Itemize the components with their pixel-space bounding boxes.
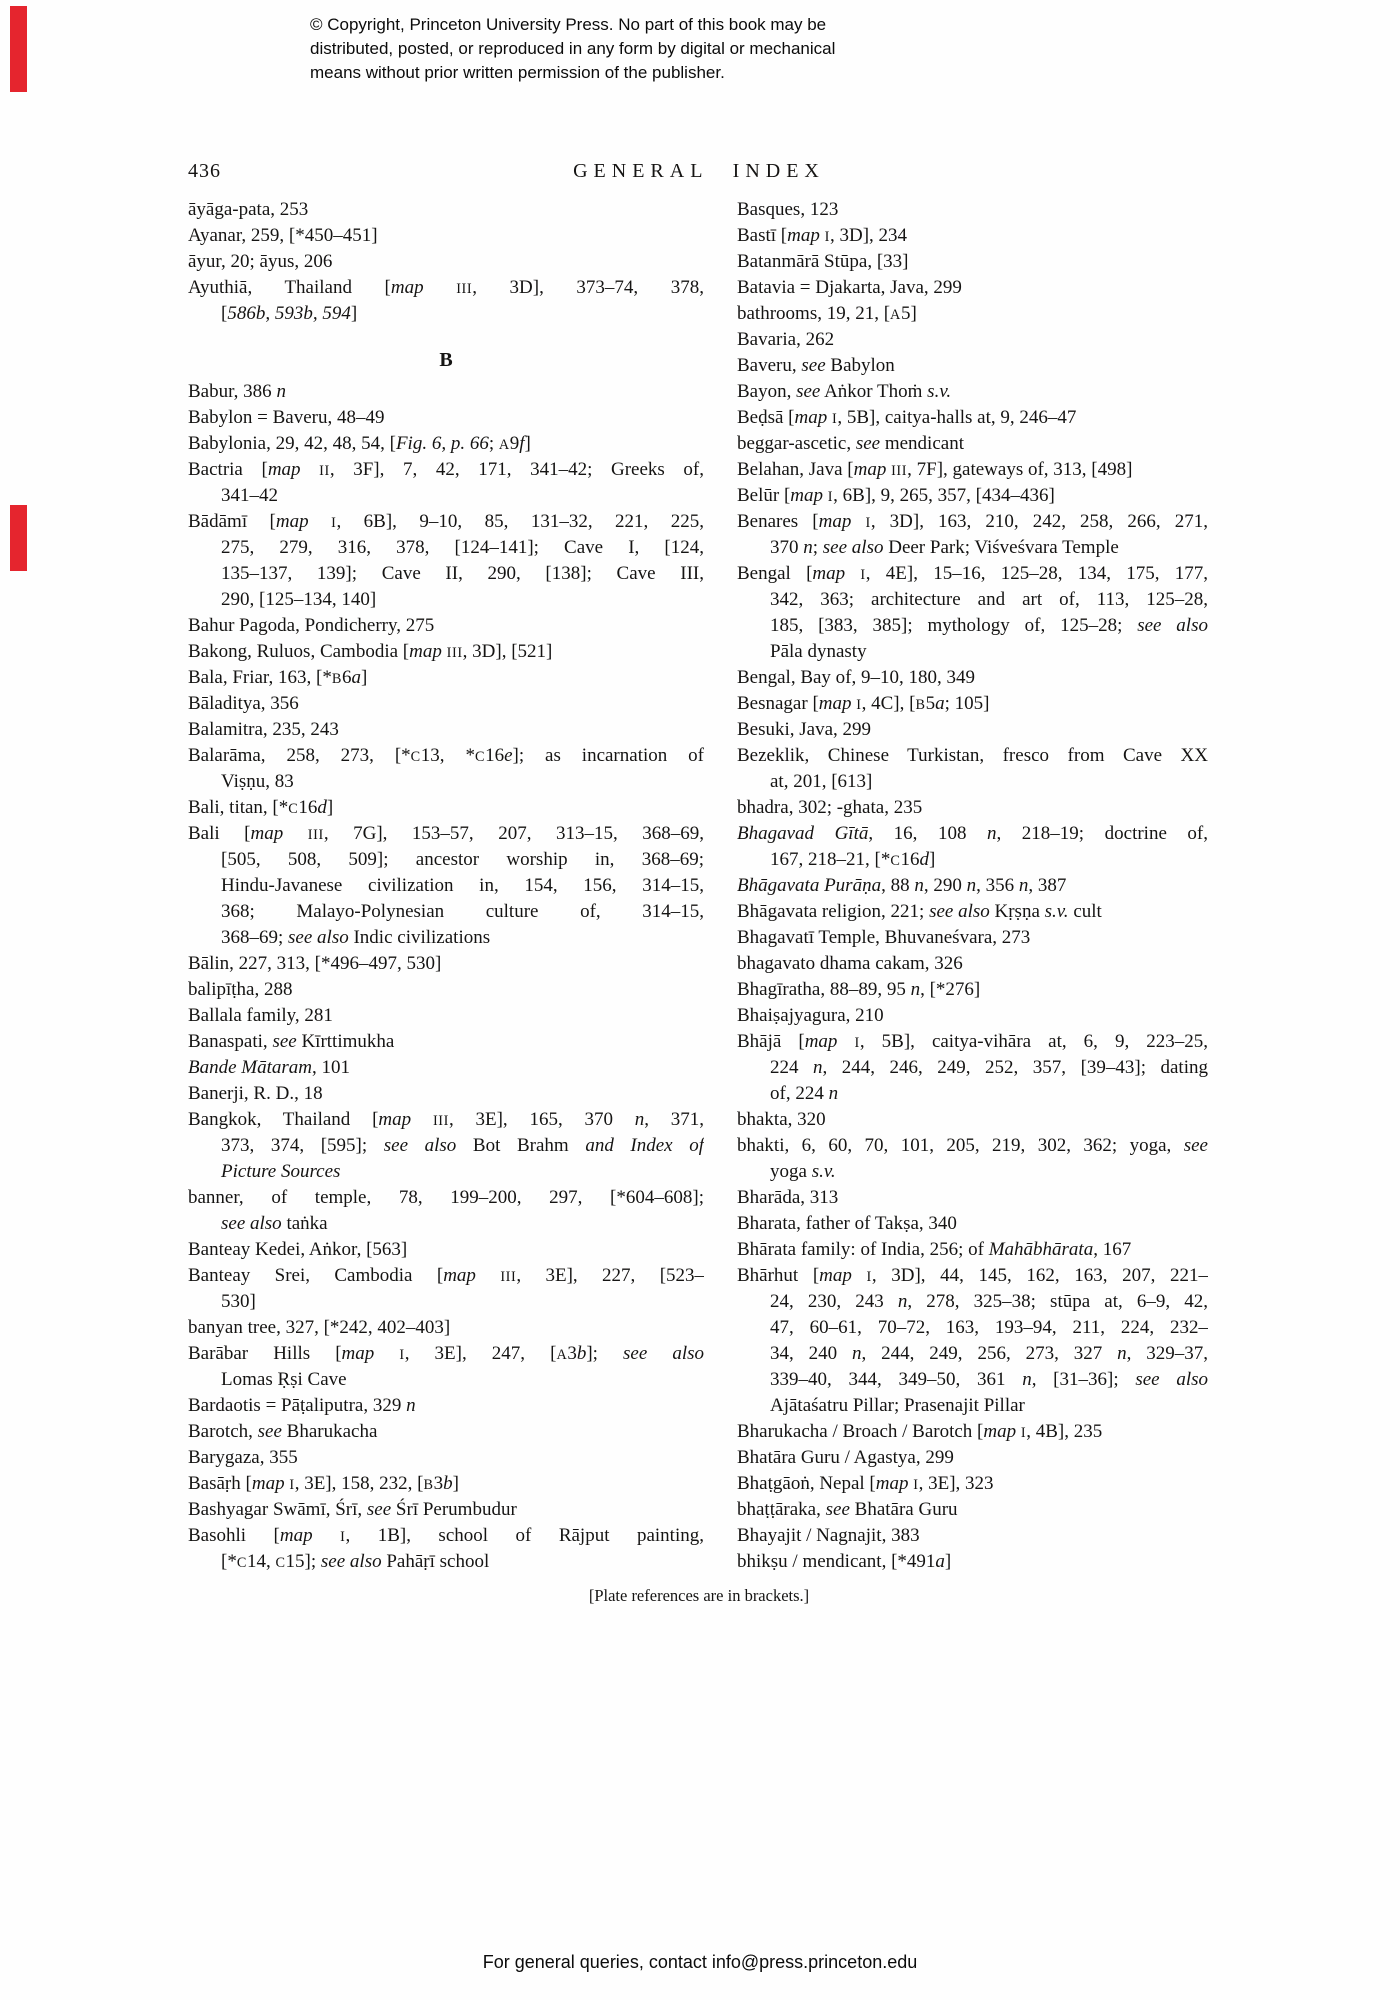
index-line: Bharāda, 313 [737,1187,839,1208]
index-line: Besnagar [map I, 4C], [B5a; 105] [737,693,990,714]
index-line: 167, 218–21, [*C16d] [770,849,936,870]
index-line: 341–42 [221,485,278,506]
index-line: balipīṭha, 288 [188,979,293,1000]
footer-contact-line: For general queries, contact info@press.princeton.edu [482,1952,918,1972]
index-line: [505, 508, 509]; ancestor worship in, 368–69; [221,849,704,870]
index-line: 275, 279, 316, 378, [124–141]; Cave I, [124, [221,537,704,558]
index-line: 24, 230, 243 n, 278, 325–38; stūpa at, 6–9, 42, [770,1291,1208,1312]
index-line: bhagavato dhama cakam, 326 [737,953,963,974]
index-line: Bali [map III, 7G], 153–57, 207, 313–15, 368–69, [188,823,704,844]
index-line: Bhāgavata Purāṇa, 88 n, 290 n, 356 n, 387 [737,875,1067,896]
index-line: 370 n; see also Deer Park; Viśveśvara Temple [770,537,1119,558]
index-line: Bhājā [map I, 5B], caitya-vihāra at, 6, 9, 223–25, [737,1031,1208,1052]
index-line: bathrooms, 19, 21, [A5] [737,303,917,324]
index-line: Bangkok, Thailand [map III, 3E], 165, 370 n, 371, [188,1109,704,1130]
index-line: Ayanar, 259, [*450–451] [188,225,378,246]
index-line: Bezeklik, Chinese Turkistan, fresco from Cave XX [737,745,1208,766]
index-line: Bhagavatī Temple, Bhuvaneśvara, 273 [737,927,1031,948]
index-line: Baveru, see Babylon [737,355,895,376]
index-line: Bāladitya, 356 [188,693,299,714]
index-line: Benares [map I, 3D], 163, 210, 242, 258, 266, 271, [737,511,1208,532]
index-line: see also taṅka [221,1213,328,1234]
plate-reference-note: [Plate references are in brackets.] [588,1586,810,1605]
index-section-header: B [439,349,453,371]
index-line: Barotch, see Bharukacha [188,1421,378,1442]
index-line: Lomas Ṛṣi Cave [221,1369,347,1390]
index-line: āyur, 20; āyus, 206 [188,251,333,272]
index-line: [*C14, C15]; see also Pahāṛī school [221,1551,490,1572]
index-line: 34, 240 n, 244, 249, 256, 273, 327 n, 329–37, [770,1343,1208,1364]
index-line: Banteay Srei, Cambodia [map III, 3E], 227, [523– [188,1265,704,1286]
index-line: 339–40, 344, 349–50, 361 n, [31–36]; see also [770,1369,1208,1390]
index-line: Bhayajit / Nagnajit, 383 [737,1525,920,1546]
index-line: Besuki, Java, 299 [737,719,872,740]
index-line: Babur, 386 n [188,381,286,402]
index-line: Ayuthiā, Thailand [map III, 3D], 373–74, 378, [188,277,704,298]
index-line: Bastī [map I, 3D], 234 [737,225,908,246]
index-line: beggar-ascetic, see mendicant [737,433,964,454]
index-line: Bahur Pagoda, Pondicherry, 275 [188,615,435,636]
index-line: Bali, titan, [*C16d] [188,797,334,818]
index-line: Pāla dynasty [770,641,867,662]
index-line: 368; Malayo-Polynesian culture of, 314–15, [221,901,704,922]
index-line: Babylon = Baveru, 48–49 [188,407,385,428]
index-line: Basāṛh [map I, 3E], 158, 232, [B3b] [188,1473,459,1494]
index-line: Bayon, see Aṅkor Thoṁ s.v. [737,381,952,402]
index-line: Balarāma, 258, 273, [*C13, *C16e]; as incarnation of [188,745,704,766]
index-line: 135–137, 139]; Cave II, 290, [138]; Cave III, [221,563,704,584]
index-line: 342, 363; architecture and art of, 113, 125–28, [770,589,1208,610]
index-line: 290, [125–134, 140] [221,589,377,610]
index-line: Bhaṭgāoṅ, Nepal [map I, 3E], 323 [737,1473,994,1494]
index-line: 368–69; see also Indic civilizations [221,927,491,948]
copyright-line: distributed, posted, or reproduced in any form by digital or mechanical [310,39,836,58]
index-line: Ballala family, 281 [188,1005,333,1026]
index-line: Beḍsā [map I, 5B], caitya-halls at, 9, 246–47 [737,407,1077,428]
index-line: Ajātaśatru Pillar; Prasenajit Pillar [770,1395,1025,1416]
red-edge-mark-top [10,6,27,92]
running-head-title: GENERAL INDEX [573,160,825,182]
index-line: Bhaiṣajyagura, 210 [737,1005,884,1026]
index-line: 47, 60–61, 70–72, 163, 193–94, 211, 224, 232– [770,1317,1208,1338]
index-line: āyāga-pata, 253 [188,199,309,220]
index-line: Bādāmī [map I, 6B], 9–10, 85, 131–32, 221, 225, [188,511,704,532]
index-line: Hindu-Javanese civilization in, 154, 156, 314–15, [221,875,704,896]
index-line: Bhatāra Guru / Agastya, 299 [737,1447,954,1468]
index-line: Basques, 123 [737,199,839,220]
copyright-line: means without prior written permission of the publisher. [310,63,725,82]
index-line: Batavia = Djakarta, Java, 299 [737,277,962,298]
index-line: 373, 374, [595]; see also Bot Brahm and Index of [221,1135,704,1156]
index-line: bhaṭṭāraka, see Bhatāra Guru [737,1499,958,1520]
index-line: at, 201, [613] [770,771,873,792]
index-line: Banteay Kedei, Aṅkor, [563] [188,1239,408,1260]
index-line: 224 n, 244, 246, 249, 252, 357, [39–43]; dating [770,1057,1208,1078]
index-line: bhakti, 6, 60, 70, 101, 205, 219, 302, 362; yoga, see [737,1135,1208,1156]
index-line: yoga s.v. [770,1161,836,1182]
index-line: of, 224 n [770,1083,839,1104]
index-line: Bhagavad Gītā, 16, 108 n, 218–19; doctrine of, [737,823,1208,844]
index-line: banyan tree, 327, [*242, 402–403] [188,1317,451,1338]
index-line: [586b, 593b, 594] [221,303,358,324]
index-line: Bengal [map I, 4E], 15–16, 125–28, 134, 175, 177, [737,563,1208,584]
index-line: Bhāgavata religion, 221; see also Kṛṣṇa s.v. cult [737,901,1102,922]
index-line: Barābar Hills [map I, 3E], 247, [A3b]; see also [188,1343,704,1364]
index-line: bhikṣu / mendicant, [*491a] [737,1551,952,1572]
index-line: Bharukacha / Broach / Barotch [map I, 4B], 235 [737,1421,1103,1442]
index-line: banner, of temple, 78, 199–200, 297, [*604–608]; [188,1187,704,1208]
index-line: Bengal, Bay of, 9–10, 180, 349 [737,667,976,688]
index-line: Bhārhut [map I, 3D], 44, 145, 162, 163, 207, 221– [737,1265,1208,1286]
index-line: Bhagīratha, 88–89, 95 n, [*276] [737,979,981,1000]
index-line: 185, [383, 385]; mythology of, 125–28; see also [770,615,1208,636]
index-column-right [737,197,1208,1575]
index-line: Barygaza, 355 [188,1447,298,1468]
index-line: Viṣṇu, 83 [221,771,294,792]
index-line: Batanmārā Stūpa, [33] [737,251,909,272]
index-line: Bharata, father of Takṣa, 340 [737,1213,957,1234]
index-line: Bande Mātaram, 101 [188,1057,351,1078]
index-line: bhadra, 302; -ghata, 235 [737,797,923,818]
index-line: Bardaotis = Pāṭaliputra, 329 n [188,1395,416,1416]
index-line: Bactria [map II, 3F], 7, 42, 171, 341–42; Greeks of, [188,459,704,480]
index-column-left [188,197,704,1575]
index-line: Banaspati, see Kīrttimukha [188,1031,395,1052]
index-line: bhakta, 320 [737,1109,826,1130]
index-line: 530] [221,1291,256,1312]
index-line: Bhārata family: of India, 256; of Mahābhārata, 167 [737,1239,1132,1260]
index-line: Belahan, Java [map III, 7F], gateways of, 313, [498] [737,459,1133,480]
index-line: Babylonia, 29, 42, 48, 54, [Fig. 6, p. 66; A9f] [188,433,531,454]
copyright-notice [310,13,870,85]
red-edge-mark-middle [10,505,27,571]
index-line: Picture Sources [221,1161,341,1182]
index-line: Bashyagar Swāmī, Śrī, see Śrī Perumbudur [188,1499,517,1520]
copyright-line: © Copyright, Princeton University Press. No part of this book may be [310,15,827,34]
index-line: Bavaria, 262 [737,329,835,350]
page-number: 436 [188,160,221,182]
index-line: Belūr [map I, 6B], 9, 265, 357, [434–436] [737,485,1055,506]
index-line: Banerji, R. D., 18 [188,1083,323,1104]
index-line: Balamitra, 235, 243 [188,719,339,740]
index-line: Bālin, 227, 313, [*496–497, 530] [188,953,442,974]
index-line: Bakong, Ruluos, Cambodia [map III, 3D], [521] [188,641,553,662]
index-line: Bala, Friar, 163, [*B6a] [188,667,368,688]
index-line: Basohli [map I, 1B], school of Rājput painting, [188,1525,704,1546]
